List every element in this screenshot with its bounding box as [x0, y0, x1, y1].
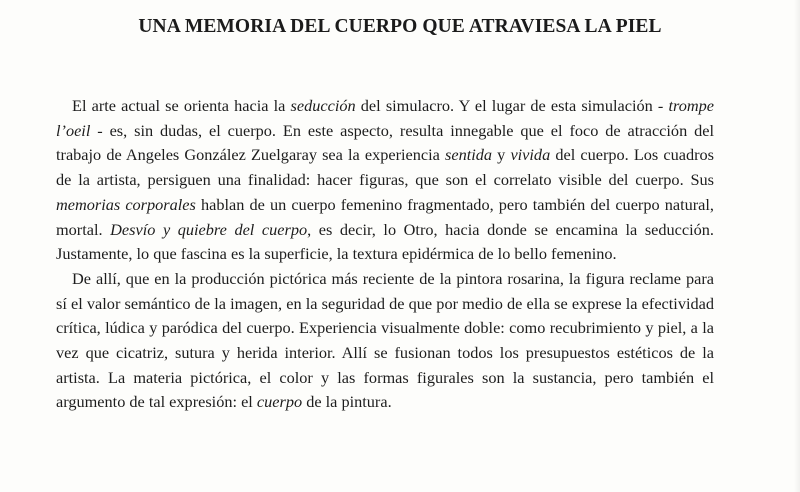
text-segment: del cuerpo. Los cuadros de la artista, persiguen una finalidad: hacer figuras, que son el correlato visible del cuerpo. Sus — [56, 145, 715, 190]
italic-segment: memorias corporales — [56, 194, 196, 214]
text-segment: - es, sin dudas, el cuerpo. En este aspecto, resulta innegable que el foco de atracción del trabajo de Angeles González Zuelgaray sea la experiencia — [56, 120, 714, 165]
italic-segment: Desvío y quiebre del cuerpo — [110, 219, 308, 239]
text-segment: del simulacro. Y el lugar de esta simulación - — [355, 96, 669, 115]
italic-segment: vivida — [510, 145, 551, 165]
italic-segment: trompe l’oeil — [56, 96, 714, 140]
italic-segment: seducción — [290, 96, 356, 115]
text-segment: El arte actual se orienta hacia la — [72, 96, 291, 115]
text-segment: hablan de un cuerpo femenino fragmentado, pero también del cuerpo natural, mortal. — [56, 194, 714, 239]
paragraph-1 — [56, 94, 714, 267]
paragraph-2 — [56, 267, 714, 415]
page-edge-shadow — [794, 0, 800, 492]
text-segment: y — [492, 145, 511, 165]
essay-body — [56, 94, 714, 415]
page-title: UNA MEMORIA DEL CUERPO QUE ATRAVIESA LA PIEL — [138, 16, 662, 37]
italic-segment: sentida — [445, 145, 493, 165]
text-segment: , es decir, lo Otro, hacia donde se encamina la seducción. Justamente, lo que fascina es la superficie, la textura epidérmica de lo bello femenino. — [56, 219, 715, 264]
italic-segment: cuerpo — [256, 392, 303, 412]
text-segment: de la pintura. — [302, 392, 392, 412]
text-segment: De allí, que en la producción pictórica más reciente de la pintora rosarina, la figura reclame para sí el valor semántico de la imagen, en la seguridad de que por medio de ella se exprese la efectividad crítica, lúdica y paródica del cuerpo. Experiencia visualmente doble: como recubrimiento y piel, a la vez que cicatriz, sutura y herida interior. Allí se fusionan todos los presupuestos estéticos de la artista. La materia pictórica, el color y las formas figurales son la sustancia, pero también el argumento de tal expresión: el — [56, 268, 714, 412]
